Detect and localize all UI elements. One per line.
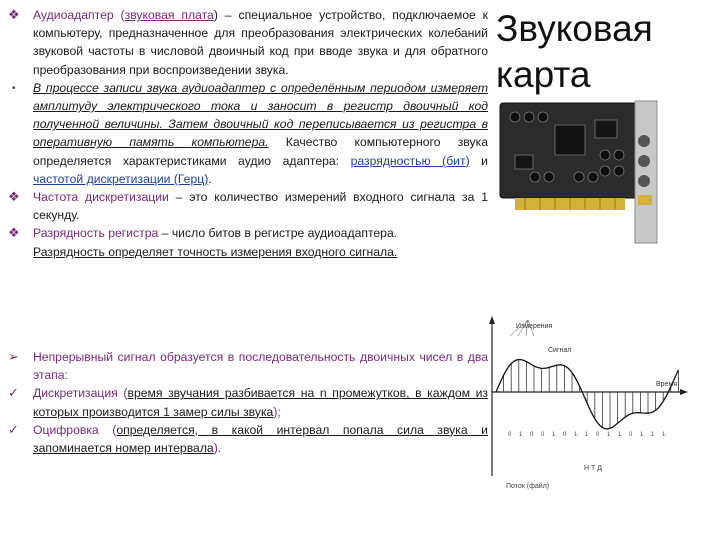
item-text: Разрядность определяет точность измерения входного сигнала. [33,244,398,259]
check-bullet-icon: ✓ [8,421,19,437]
sampling-term: Дискретизация [33,386,118,401]
item-text: ( [98,422,117,437]
sample-rate-link[interactable]: частотой дискретизации (Герц) [33,171,209,186]
recording-process-text: В процессе записи звука аудиоадаптер с определённым периодом измеряет амплитуду электрического тока и заносит в регистр двоичный код полученной величины. Затем двоичный код переписывается из регистра в оперативную память компьютера. [33,80,488,150]
sampling-definition: время звучания разбивается на n промежутков, в каждом из которых производится 1 замер силы звука [33,386,488,419]
x-axis-arrow-icon [680,389,688,395]
diamond-bullet-icon: ❖ [8,225,20,241]
sound-card-term: звуковая плата [124,8,214,22]
sampling-rate-term: Частота дискретизации [33,190,169,205]
time-label: Время [656,381,678,388]
digits-label: 0 1 0 0 1 0 1 1 0 1 1 0 1 1 1 [508,432,669,438]
list-item [6,6,488,79]
sampling-diagram [488,316,690,492]
list-item [6,188,488,224]
item-text: Аудиоадаптер ( [33,8,125,22]
y-axis-arrow-icon [489,316,495,324]
digitization-term: Оцифровка [33,422,99,437]
title-line-2: карта [496,54,591,95]
text-block-sound-card [6,6,488,261]
sound-card-image [495,95,665,245]
text-block-digitization [6,348,488,457]
item-text: Качество компьютерного звука определяется характеристиками аудио адаптера: [33,135,488,168]
dot-bullet-icon: • [12,82,16,94]
list-item [6,421,488,457]
signal-label: Сигнал [548,347,572,354]
item-text: ) – специальное устройство, подключаемое к компьютеру, предназначенное для преобразования электрических колебаний звуковой частоты в числовой двоичный код при вводе звука и для обратного преобразования при воспроизведении звука. [33,8,489,77]
list-item [6,79,488,188]
list-item [6,384,488,420]
item-text: – число битов в регистре аудиоадаптера. [158,226,398,241]
item-text: – это количество измерений входного сигнала за 1 секунду. [33,190,488,223]
diamond-bullet-icon: ❖ [8,189,20,205]
measure-label: Измерения [516,323,553,330]
item-text: Непрерывный сигнал образуется в последовательность двоичных чисел в два этапа: [33,350,488,383]
item-text: . [208,171,212,186]
item-text: ). [213,441,222,456]
title-line-1: Звуковая [496,8,653,49]
arrow-bullet-icon: ➢ [8,349,19,364]
digitization-definition: определяется, в какой интервал попала сила звука и запоминается номер интервала [33,422,488,456]
page-title [496,6,653,98]
list-item [6,348,488,384]
item-text: и [469,153,488,168]
diamond-bullet-icon: ❖ [8,7,20,22]
register-depth-term: Разрядность регистра [33,226,159,241]
item-text: ( [117,386,128,401]
bit-depth-link[interactable]: разрядностью (бит) [350,153,470,168]
check-bullet-icon: ✓ [8,385,19,401]
code-label: Н Т Д [584,465,602,472]
stream-label: Поток (файл) [506,483,550,490]
item-text: ); [273,404,281,419]
list-item [6,224,488,260]
